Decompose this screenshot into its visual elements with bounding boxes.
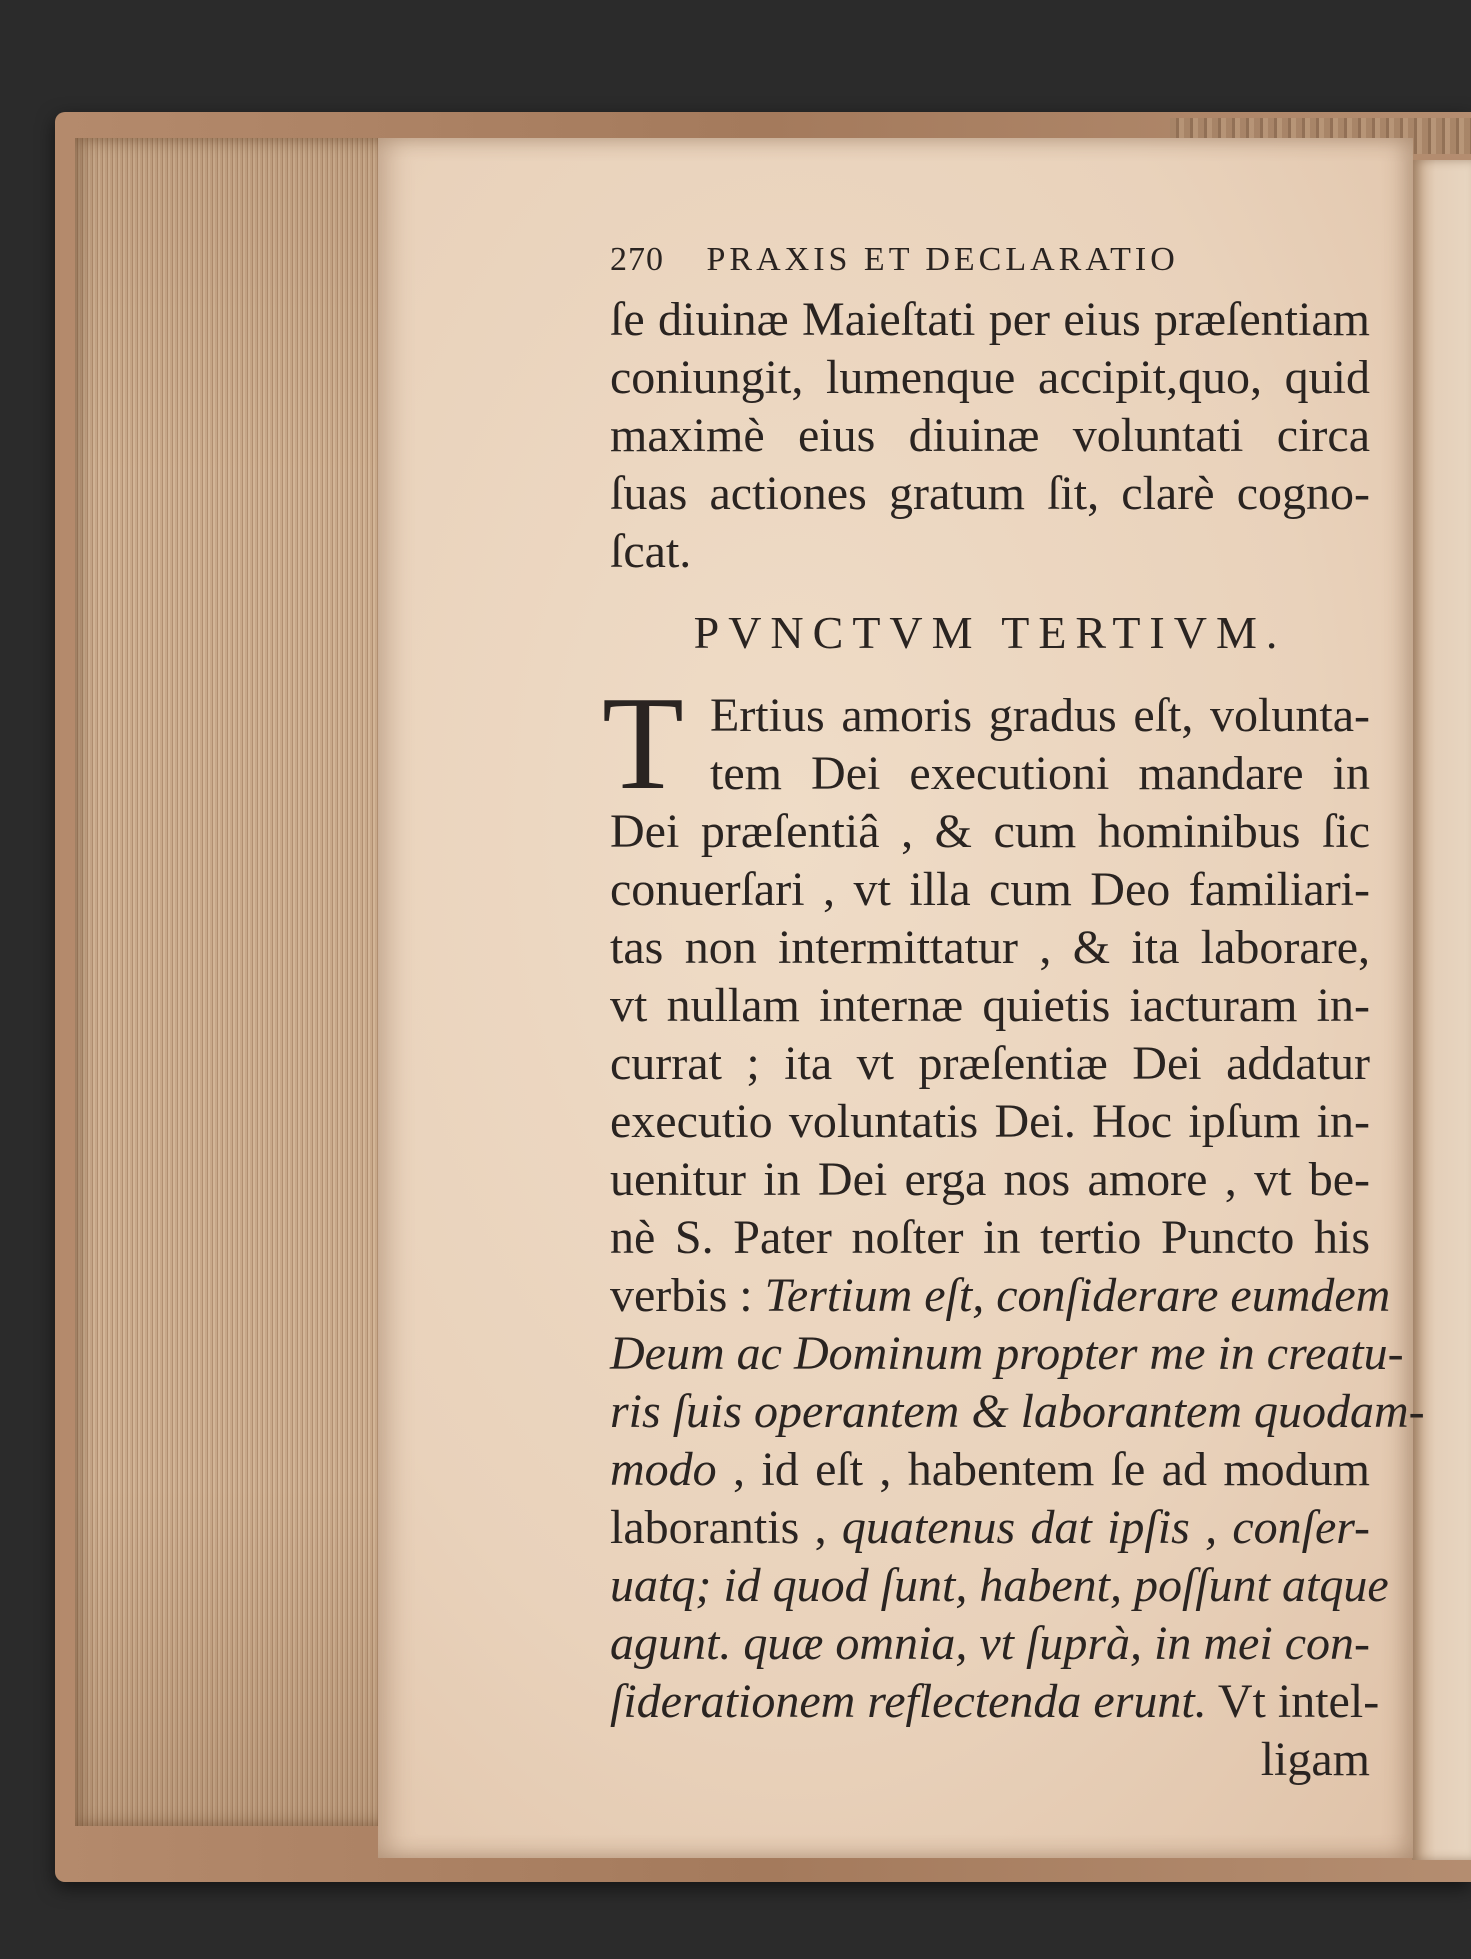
text-line xyxy=(610,1325,1404,1383)
text-line: maximè eius diuinæ voluntati circa xyxy=(610,409,1370,462)
text-line xyxy=(610,1615,1370,1673)
text-line: Ertius amoris gradus eſt, volunta- xyxy=(710,689,1370,742)
section-heading: PVNCTVM TERTIVM. xyxy=(693,607,1287,658)
text-line xyxy=(610,1499,1370,1557)
italic-run: quatenus dat ipſis , conſer- xyxy=(841,1501,1370,1554)
roman-run: , id eſt , habentem ſe ad modum xyxy=(716,1443,1370,1496)
text-line: Dei præſentiâ , & cum hominibus ſic xyxy=(610,805,1370,858)
text-line xyxy=(610,1557,1389,1615)
text-line: coniungit, lumenque accipit,quo, quid xyxy=(610,351,1370,404)
text-line: tas non intermittatur , & ita laborare, xyxy=(610,921,1370,974)
text-line xyxy=(610,1383,1425,1441)
page-text xyxy=(602,235,1425,1789)
roman-run: Vt intel- xyxy=(1206,1675,1380,1728)
catchword: ligam xyxy=(1260,1733,1370,1786)
page-number: 270 xyxy=(610,241,664,278)
text-line: tem Dei executioni mandare in xyxy=(710,747,1370,800)
italic-run: ris ſuis operantem & laborantem quodam- xyxy=(610,1385,1425,1438)
page-edges xyxy=(75,138,425,1826)
italic-run: modo xyxy=(610,1443,717,1496)
running-head xyxy=(610,235,1370,285)
italic-run: Deum ac Dominum propter me in creatu- xyxy=(610,1327,1404,1380)
text-line: vt nullam internæ quietis iacturam in- xyxy=(610,979,1370,1032)
italic-run: Tertium eſt, conſiderare eumdem xyxy=(764,1269,1391,1322)
text-line: nè S. Pater noſter in tertio Puncto his xyxy=(610,1211,1370,1264)
text-line xyxy=(610,1441,1370,1499)
drop-cap: T xyxy=(602,669,684,817)
italic-run: agunt. quæ omnia, vt ſuprà, in mei con- xyxy=(610,1617,1370,1670)
text-line xyxy=(610,1267,1391,1325)
text-line: conuerſari , vt illa cum Deo familiari- xyxy=(610,863,1370,916)
text-line: executio voluntatis Dei. Hoc ipſum in- xyxy=(610,1095,1370,1148)
italic-run: ſiderationem reflectenda erunt. xyxy=(610,1675,1207,1728)
text-line: ſuas actiones gratum ſit, clarè cogno- xyxy=(610,467,1370,520)
italic-run: uatq; id quod ſunt, habent, poſſunt atque xyxy=(610,1559,1389,1612)
text-line: ſcat. xyxy=(610,525,692,578)
facing-page-edge xyxy=(1412,160,1471,1860)
text-line: currat ; ita vt præſentiæ Dei addatur xyxy=(610,1037,1370,1090)
opening-lines xyxy=(610,291,1370,581)
roman-run: verbis : xyxy=(610,1269,765,1322)
running-title: PRAXIS ET DECLARATIO xyxy=(706,241,1179,278)
roman-run: laborantis , xyxy=(610,1501,842,1554)
text-line: ſe diuinæ Maieſtati per eius præſentiam xyxy=(610,293,1370,346)
text-line: uenitur in Dei erga nos amore , vt be- xyxy=(610,1153,1370,1206)
paragraph xyxy=(602,669,1425,1789)
text-line xyxy=(610,1673,1380,1731)
